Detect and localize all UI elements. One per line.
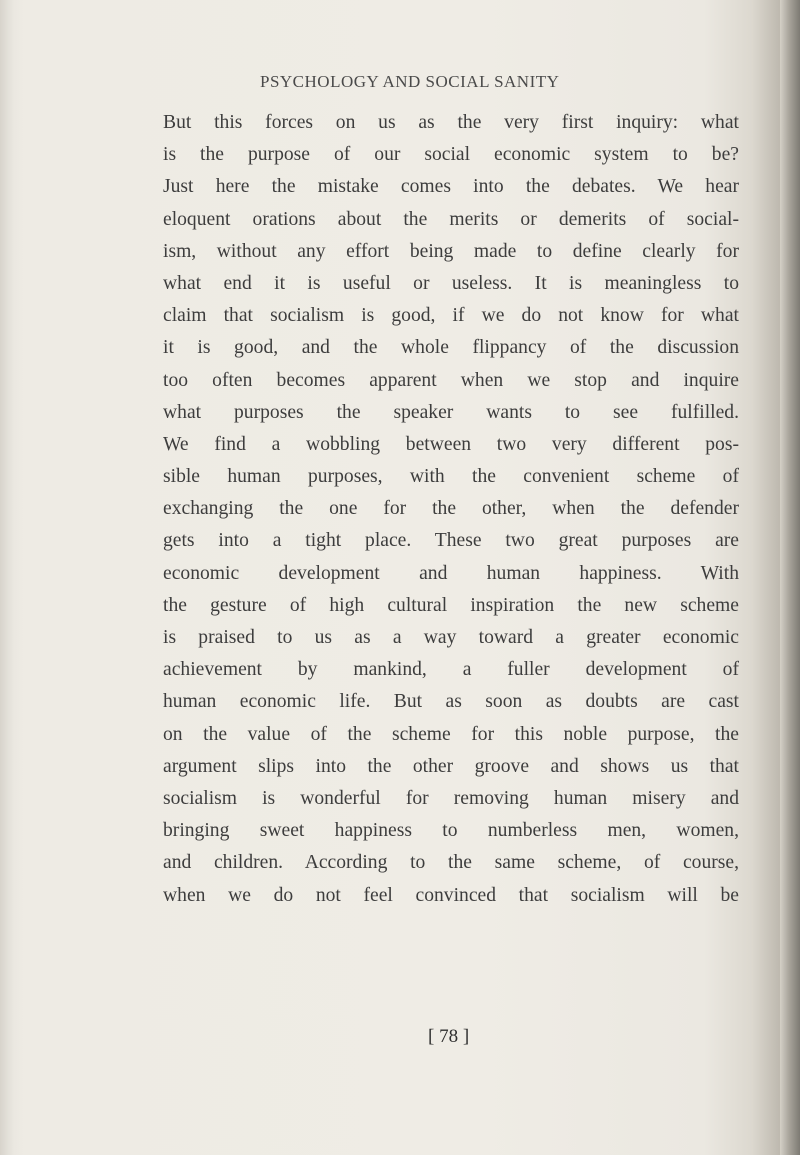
text-line: too often becomes apparent when we stop and inquire <box>163 369 739 391</box>
text-line: achievement by mankind, a fuller development of <box>163 659 739 681</box>
text-line: human economic life. But as soon as doubts are cast <box>163 691 739 713</box>
page-number: [ 78 ] <box>428 1026 470 1047</box>
text-line: But this forces on us as the very first inquiry: what <box>163 112 739 133</box>
text-line: what purposes the speaker wants to see fulfilled. <box>163 401 739 423</box>
text-line: exchanging the one for the other, when the defender <box>163 498 739 520</box>
text-line: ism, without any effort being made to define clearly for <box>163 240 739 262</box>
text-line: economic development and human happiness. With <box>163 562 739 584</box>
text-line: on the value of the scheme for this noble purpose, the <box>163 723 739 745</box>
text-line: eloquent orations about the merits or demerits of social- <box>163 208 739 230</box>
text-line: is the purpose of our social economic system to be? <box>163 144 739 166</box>
text-line: claim that socialism is good, if we do not know for what <box>163 305 739 327</box>
page-right-edge <box>780 0 800 1155</box>
text-line: bringing sweet happiness to numberless men, women, <box>163 820 739 842</box>
text-line: sible human purposes, with the convenient scheme of <box>163 466 739 488</box>
text-line: We find a wobbling between two very different pos- <box>163 433 739 455</box>
page-left-edge <box>0 0 14 1155</box>
text-line: it is good, and the whole flippancy of the discussion <box>163 337 739 359</box>
text-line: is praised to us as a way toward a greater economic <box>163 627 739 648</box>
text-line: what end it is useful or useless. It is meaningless to <box>163 272 739 294</box>
text-line: and children. According to the same scheme, of course, <box>163 852 739 874</box>
text-line: Just here the mistake comes into the debates. We hear <box>163 176 739 198</box>
text-line: the gesture of high cultural inspiration the new scheme <box>163 594 739 616</box>
body-text <box>163 107 739 912</box>
text-line: gets into a tight place. These two great purposes are <box>163 530 739 552</box>
text-line: argument slips into the other groove and shows us that <box>163 755 739 777</box>
text-line: when we do not feel convinced that socialism will be <box>163 884 739 906</box>
running-head: PSYCHOLOGY AND SOCIAL SANITY <box>260 72 560 91</box>
text-line: socialism is wonderful for removing human misery and <box>163 787 739 809</box>
